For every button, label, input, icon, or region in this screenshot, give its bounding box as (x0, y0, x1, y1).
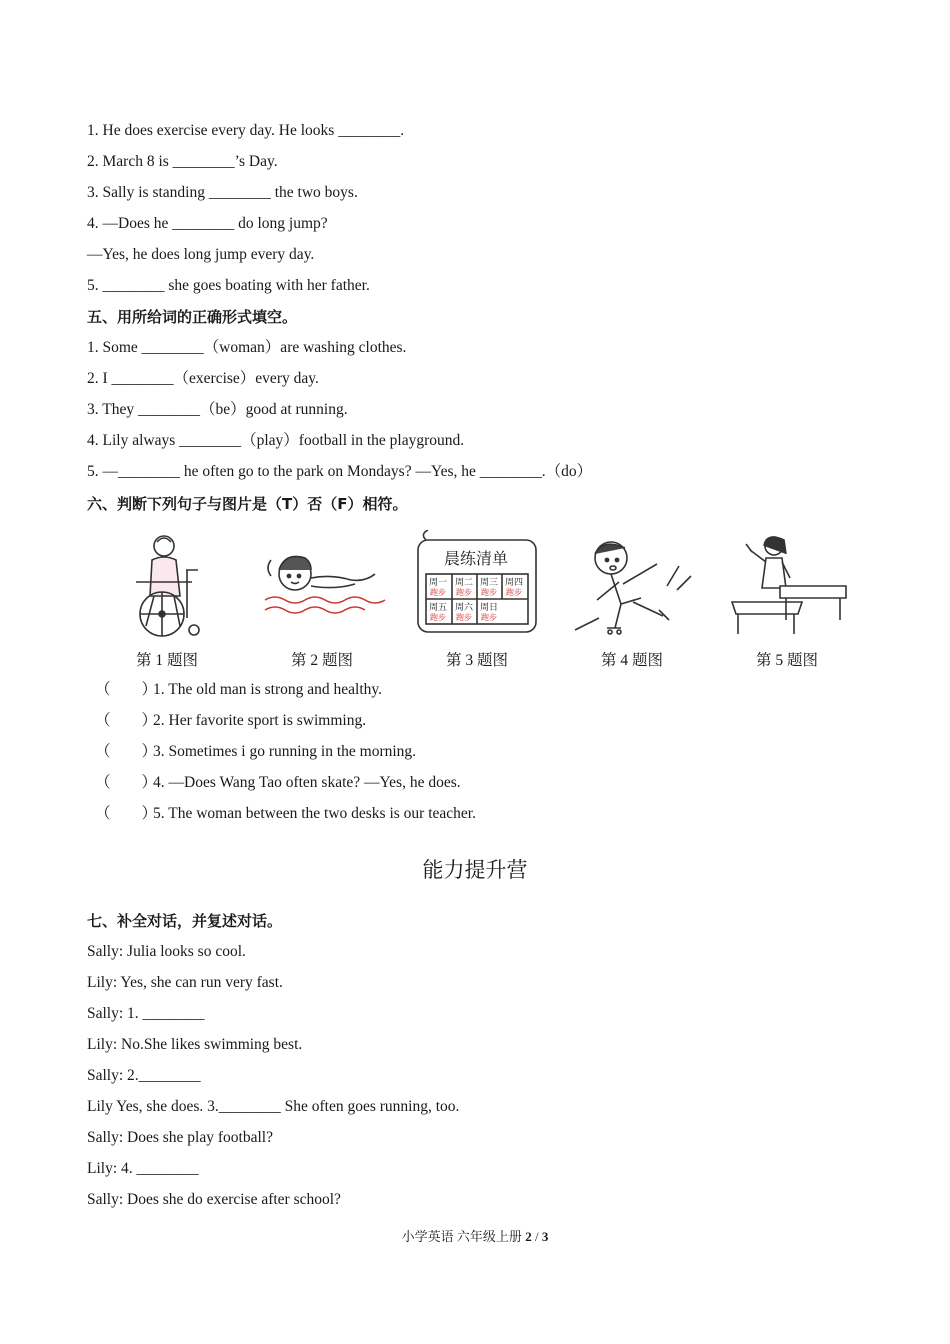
day-sat: 周六 (455, 603, 474, 613)
section-title: 能力提升营 (422, 858, 528, 882)
day-sun: 周日 (480, 603, 499, 613)
s5-item-1: 1. Some ________（woman）are washing clothes. (87, 339, 407, 356)
s4-item-3: 3. Sally is standing ________ the two boys. (87, 184, 358, 201)
caption-5: 第 5 题图 (755, 652, 818, 669)
cell-run-6: 跑步 (456, 613, 472, 622)
dialogue-line-8: Lily: 4. ________ (87, 1160, 199, 1177)
tf-item-5 (95, 804, 476, 824)
cell-run-4: 跑步 (506, 588, 522, 597)
answer-blank[interactable]: （ ） (95, 712, 158, 729)
dialogue-line-9: Sally: Does she do exercise after school? (87, 1191, 341, 1208)
dialogue-line-5: Sally: 2.________ (87, 1067, 201, 1084)
section7-heading: 七、补全对话，并复述对话。 (87, 912, 283, 930)
dialogue-line-2: Lily: Yes, she can run very fast. (87, 974, 283, 991)
page-separator: / (531, 1229, 542, 1244)
day-mon: 周一 (429, 578, 448, 588)
girl-swimming-illustration (257, 530, 387, 638)
morning-exercise-list-illustration (412, 530, 542, 638)
old-man-wheelchair-illustration (102, 530, 232, 638)
dialogue-line-6: Lily Yes, she does. 3.________ She often goes running, too. (87, 1098, 460, 1115)
tf-item-3 (95, 742, 416, 762)
page-current: 2 (525, 1229, 532, 1244)
tf-item-text: 3. Sometimes i go running in the morning. (153, 743, 417, 760)
cell-run-2: 跑步 (456, 588, 472, 597)
cell-run-1: 跑步 (430, 588, 446, 597)
s4-item-2: 2. March 8 is ________’s Day. (87, 153, 278, 170)
tf-item-text: 4. —Does Wang Tao often skate? —Yes, he does. (153, 774, 461, 791)
s5-item-2: 2. I ________（exercise）every day. (87, 370, 319, 387)
page-footer (0, 1226, 950, 1245)
answer-blank[interactable]: （ ） (95, 681, 158, 698)
answer-blank[interactable]: （ ） (95, 774, 158, 791)
cell-run-5: 跑步 (430, 613, 446, 622)
day-thu: 周四 (505, 578, 524, 588)
cell-run-3: 跑步 (481, 588, 497, 597)
tf-item-text: 1. The old man is strong and healthy. (153, 681, 383, 698)
tf-item-2 (95, 711, 366, 731)
cell-run-7: 跑步 (481, 613, 497, 622)
page-total: 3 (541, 1229, 549, 1244)
day-tue: 周二 (455, 578, 474, 588)
s4-item-5: 5. ________ she goes boating with her father. (87, 277, 370, 294)
tf-item-text: 2. Her favorite sport is swimming. (153, 712, 367, 729)
tf-item-text: 5. The woman between the two desks is our teacher. (153, 805, 476, 822)
s5-item-4: 4. Lily always ________（play）football in the playground. (87, 432, 465, 449)
boy-skating-illustration (567, 530, 697, 638)
s4-item-4: 4. —Does he ________ do long jump? (87, 215, 328, 232)
dialogue-line-7: Sally: Does she play football? (87, 1129, 273, 1146)
caption-1: 第 1 题图 (135, 652, 198, 669)
tf-item-1 (95, 680, 382, 700)
caption-4: 第 4 题图 (600, 652, 663, 669)
s4-item-1: 1. He does exercise every day. He looks ________. (87, 122, 405, 139)
board-title: 晨练清单 (444, 549, 509, 568)
woman-between-desks-illustration (722, 530, 852, 638)
footer-text: 小学英语 六年级上册 (401, 1229, 526, 1244)
s4-item-4-answer: —Yes, he does long jump every day. (87, 246, 315, 263)
dialogue-line-3: Sally: 1. ________ (87, 1005, 205, 1022)
section6-heading: 六、判断下列句子与图片是（T）否（F）相符。 (87, 495, 408, 513)
tf-item-4 (95, 773, 461, 793)
s5-item-5: 5. —________ he often go to the park on Mondays? —Yes, he ________.（do） (87, 463, 593, 480)
caption-2: 第 2 题图 (290, 652, 353, 669)
day-wed: 周三 (480, 578, 499, 588)
answer-blank[interactable]: （ ） (95, 805, 158, 822)
caption-3: 第 3 题图 (445, 652, 508, 669)
dialogue-line-1: Sally: Julia looks so cool. (87, 943, 246, 960)
dialogue-line-4: Lily: No.She likes swimming best. (87, 1036, 303, 1053)
section5-heading: 五、用所给词的正确形式填空。 (87, 308, 298, 326)
s5-item-3: 3. They ________（be）good at running. (87, 401, 348, 418)
day-fri: 周五 (429, 603, 448, 613)
answer-blank[interactable]: （ ） (95, 743, 158, 760)
